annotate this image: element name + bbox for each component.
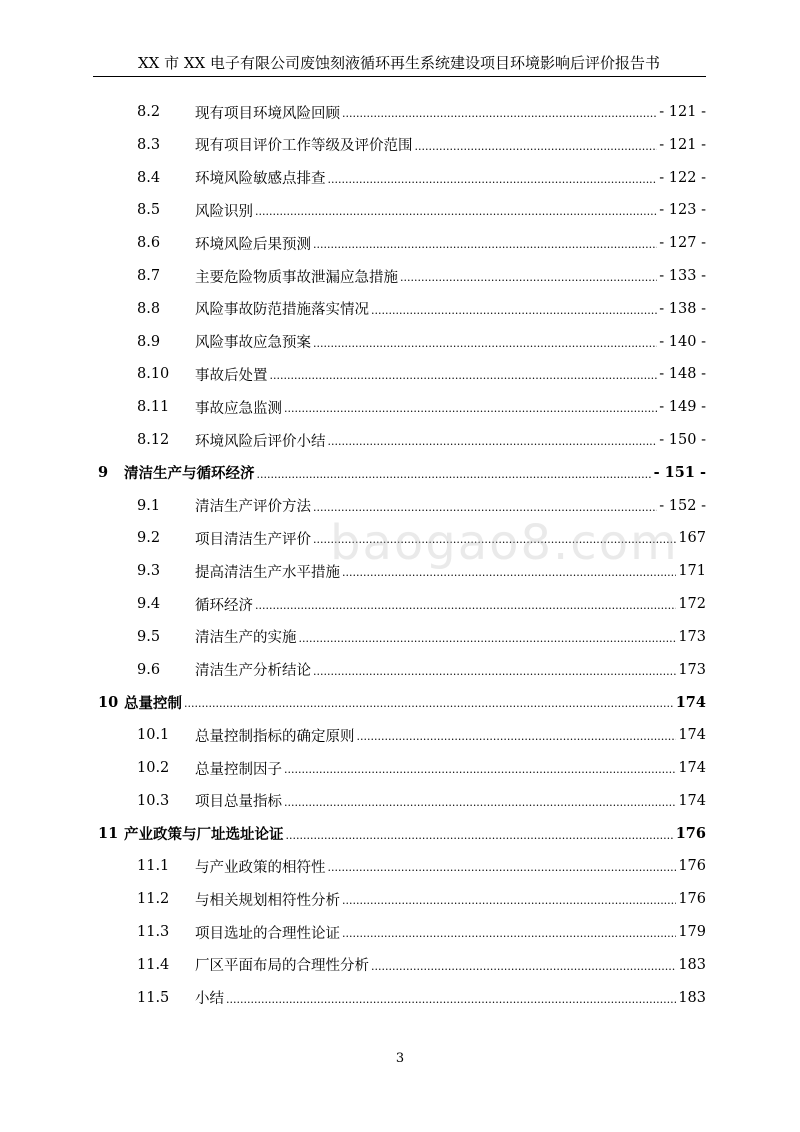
toc-entry[interactable] [98,199,706,221]
toc-entry[interactable] [98,167,706,189]
toc-dot-leader [255,600,676,615]
toc-entry-number: 9.1 [137,497,161,514]
toc-entry-page: - 121 - [659,104,706,120]
toc-entry-title: 事故后处置 [195,367,268,384]
toc-entry-page: 176 [678,891,706,908]
toc-entry-title: 项目选址的合理性论证 [195,925,340,942]
toc-entry-title: 项目总量指标 [195,794,282,811]
toc-dot-leader [257,469,652,484]
toc-entry[interactable] [98,298,706,320]
toc-dot-leader [371,961,676,976]
toc-entry-number: 11.5 [137,989,170,1006]
toc-entry-number: 8.9 [137,333,161,350]
toc-entry-number: 8.6 [137,235,161,252]
toc-entry-number: 9.5 [137,628,161,645]
toc-entry-page: - 152 - [659,497,706,514]
toc-entry-title: 产业政策与厂址选址论证 [124,826,284,844]
toc-entry-page: 183 [678,956,706,973]
toc-dot-leader [400,272,657,287]
toc-entry[interactable] [98,823,706,845]
toc-entry-page: 179 [678,924,706,940]
document-header: XX 市 XX 电子有限公司废蚀刻液循环再生系统建设项目环境影响后评价报告书 [137,54,661,72]
toc-dot-leader [371,305,657,320]
toc-entry-number: 8.3 [137,136,161,153]
toc-entry[interactable] [98,724,706,746]
toc-entry[interactable] [98,626,706,648]
toc-dot-leader [328,436,658,451]
toc-entry[interactable] [98,659,706,681]
toc-entry[interactable] [98,232,706,254]
toc-entry[interactable] [98,855,706,877]
toc-entry-page: - 122 - [659,169,706,186]
toc-dot-leader [415,141,658,156]
toc-dot-leader [255,206,657,221]
toc-entry[interactable] [98,462,706,484]
toc-entry-number: 9.4 [137,596,161,612]
toc-entry-title: 现有项目评价工作等级及评价范围 [195,138,413,155]
header-divider [93,76,706,77]
toc-entry[interactable] [98,363,706,385]
toc-entry[interactable] [98,593,706,615]
toc-entry-number: 10 [98,693,119,711]
toc-dot-leader [226,994,676,1009]
toc-entry-number: 8.11 [137,399,170,416]
toc-entry-title: 清洁生产分析结论 [195,663,311,680]
toc-entry-title: 提高清洁生产水平措施 [195,564,340,581]
toc-entry-title: 清洁生产评价方法 [195,499,311,516]
toc-dot-leader [313,666,676,681]
toc-entry-number: 10.1 [137,727,170,744]
toc-entry-number: 10.2 [137,760,170,776]
toc-entry-number: 8.8 [137,300,161,317]
toc-entry-page: - 149 - [659,399,706,416]
toc-entry-title: 循环经济 [195,597,253,614]
toc-entry[interactable] [98,429,706,451]
toc-entry-number: 9 [98,464,109,482]
toc-entry-title: 厂区平面布局的合理性分析 [195,958,369,975]
toc-dot-leader [299,633,677,648]
toc-entry-page: 174 [678,792,706,809]
toc-entry[interactable] [98,921,706,943]
toc-entry[interactable] [98,987,706,1009]
toc-entry-page: 174 [675,693,706,711]
toc-entry-number: 10.3 [137,792,170,809]
toc-entry-page: - 148 - [659,366,706,383]
toc-entry-number: 11 [98,825,119,843]
toc-entry-page: - 138 - [659,300,706,317]
toc-entry-title: 与产业政策的相符性 [195,859,326,876]
toc-entry-page: 174 [678,760,706,776]
toc-entry-page: 172 [678,596,706,612]
toc-entry-page: 183 [678,989,706,1006]
toc-entry-number: 8.12 [137,432,170,448]
toc-entry-page: - 150 - [659,432,706,448]
toc-entry-number: 9.6 [137,661,161,678]
watermark: baogao8.com [330,515,679,571]
toc-entry[interactable] [98,691,706,713]
toc-entry-title: 总量控制因子 [195,761,282,778]
toc-entry-title: 小结 [195,991,224,1008]
toc-entry-number: 11.3 [137,924,170,940]
toc-entry-title: 清洁生产的实施 [195,630,297,647]
toc-entry-page: 173 [678,661,706,678]
toc-entry-page: 167 [678,530,706,547]
toc-entry[interactable] [98,954,706,976]
toc-entry-title: 环境风险敏感点排查 [195,171,326,188]
toc-entry-title: 总量控制指标的确定原则 [195,728,355,745]
toc-entry-title: 主要危险物质事故泄漏应急措施 [195,269,398,286]
toc-entry-title: 风险识别 [195,203,253,220]
toc-entry-page: 174 [678,727,706,744]
toc-entry-number: 8.4 [137,169,161,186]
toc-dot-leader [284,764,676,779]
toc-entry-title: 事故应急监测 [195,400,282,417]
toc-entry-title: 与相关规划相符性分析 [195,892,340,909]
toc-entry[interactable] [98,101,706,123]
toc-entry-number: 9.3 [137,563,161,580]
toc-entry-title: 环境风险后果预测 [195,236,311,253]
toc-entry-number: 11.2 [137,891,170,908]
toc-entry-page: 176 [678,858,706,875]
toc-dot-leader [328,174,658,189]
toc-dot-leader [184,698,674,713]
toc-dot-leader [313,338,657,353]
toc-entry[interactable] [98,265,706,287]
toc-entry-number: 11.1 [137,858,170,875]
toc-dot-leader [328,862,677,877]
toc-dot-leader [270,370,658,385]
toc-dot-leader [286,830,674,845]
toc-entry-number: 8.5 [137,202,161,219]
toc-dot-leader [284,797,676,812]
toc-entry-title: 风险事故防范措施落实情况 [195,302,369,319]
toc-entry-title: 现有项目环境风险回顾 [195,105,340,122]
toc-entry-title: 风险事故应急预案 [195,335,311,352]
toc-entry-page: 171 [678,563,706,580]
toc-entry-page: - 121 - [659,136,706,153]
toc-dot-leader [313,239,657,254]
toc-entry-title: 清洁生产与循环经济 [124,465,255,483]
toc-entry[interactable] [98,757,706,779]
page-number: 3 [395,1051,405,1066]
toc-entry-page: - 123 - [659,202,706,219]
toc-entry[interactable] [98,495,706,517]
toc-dot-leader [342,928,676,943]
toc-entry-number: 8.2 [137,104,161,120]
toc-entry-number: 8.10 [137,366,170,383]
toc-entry-page: 176 [675,825,706,843]
toc-entry-page: - 151 - [653,464,706,482]
toc-dot-leader [284,403,657,418]
toc-entry-number: 8.7 [137,268,161,284]
toc-entry-number: 9.2 [137,530,161,547]
toc-entry-page: - 133 - [659,268,706,284]
toc-entry-title: 项目清洁生产评价 [195,531,311,548]
toc-entry-page: - 127 - [659,235,706,252]
toc-entry-title: 环境风险后评价小结 [195,433,326,450]
toc-entry[interactable] [98,134,706,156]
toc-dot-leader [342,108,657,123]
toc-entry-number: 11.4 [137,956,170,973]
toc-entry-page: - 140 - [659,333,706,350]
toc-dot-leader [357,731,677,746]
toc-entry-page: 173 [678,628,706,645]
toc-entry[interactable] [98,888,706,910]
toc-entry[interactable] [98,331,706,353]
toc-dot-leader [342,895,676,910]
toc-entry[interactable] [98,396,706,418]
toc-entry[interactable] [98,790,706,812]
toc-entry-title: 总量控制 [124,694,182,712]
